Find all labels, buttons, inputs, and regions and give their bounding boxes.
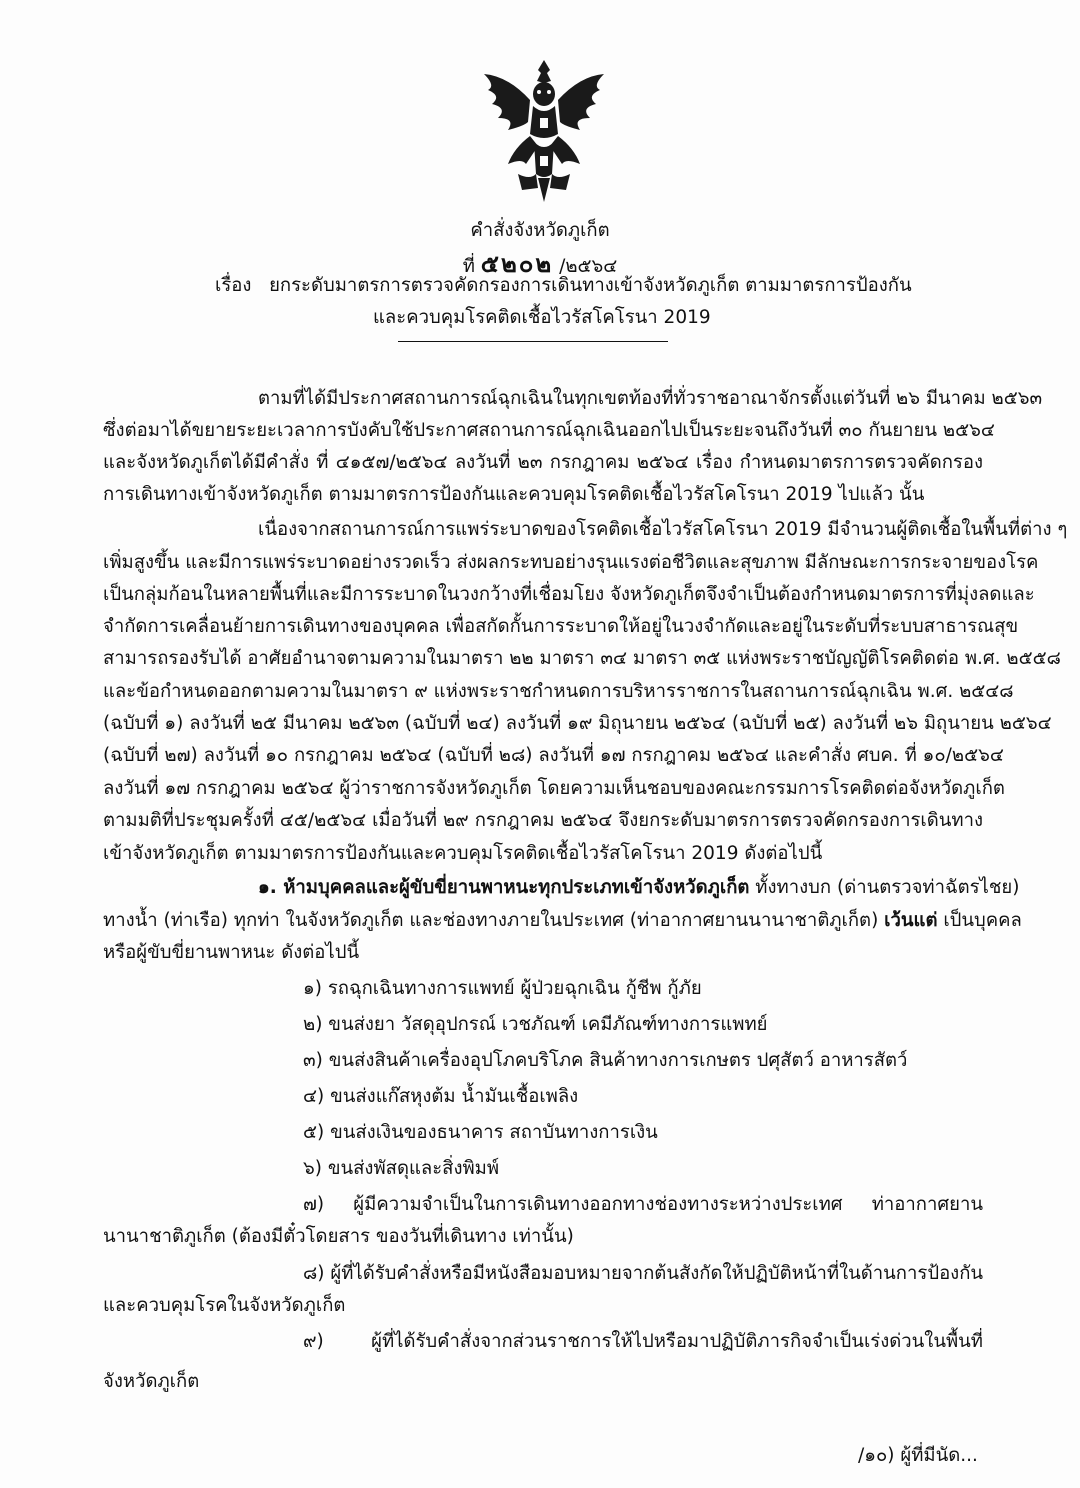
order-title: คำสั่งจังหวัดภูเก็ต bbox=[470, 220, 610, 241]
p1-line-4: การเดินทางเข้าจังหวัดภูเก็ต ตามมาตรการป้องกันและควบคุมโรคติดเชื้อไวรัสโคโรนา 2019 ไปแล้ว นั้น bbox=[103, 484, 925, 505]
subitem-8-line-1: ๘) ผู้ที่ได้รับคำสั่งหรือมีหนังสือมอบหมายจากต้นสังกัดให้ปฏิบัติหน้าที่ในด้านการป้องกัน bbox=[303, 1263, 984, 1284]
subitem-2: ๒) ขนส่งยา วัสดุอุปกรณ์ เวชภัณฑ์ เคมีภัณฑ์ทางการแพทย์ bbox=[303, 1014, 768, 1035]
item1-line2-a: ทางน้ำ (ท่าเรือ) ทุกท่า ในจังหวัดภูเก็ต และช่องทางภายในประเทศ (ท่าอากาศยานนานาชาติภูเก็ต) bbox=[103, 910, 885, 931]
item1-line-2 bbox=[103, 909, 1022, 933]
p2-line-7: (ฉบับที่ ๑) ลงวันที่ ๒๕ มีนาคม ๒๕๖๓ (ฉบับที่ ๒๔) ลงวันที่ ๑๙ มิถุนายน ๒๕๖๔ (ฉบับที่ ๒๕) ลงวันที่ ๒๖ มิถุนายน ๒๕๖๔ bbox=[103, 713, 1052, 734]
p2-line-9: ลงวันที่ ๑๗ กรกฎาคม ๒๕๖๔ ผู้ว่าราชการจังหวัดภูเก็ต โดยความเห็นชอบของคณะกรรมการโรคติดต่อจังหวัดภูเก็ต bbox=[103, 778, 1005, 799]
p2-line-11: เข้าจังหวัดภูเก็ต ตามมาตรการป้องกันและควบคุมโรคติดเชื้อไวรัสโคโรนา 2019 ดังต่อไปนี้ bbox=[103, 843, 823, 864]
subject-line-1 bbox=[215, 274, 912, 298]
subitem-6: ๖) ขนส่งพัสดุและสิ่งพิมพ์ bbox=[303, 1158, 500, 1179]
subitem-8-line-2: และควบคุมโรคในจังหวัดภูเก็ต bbox=[103, 1295, 346, 1316]
item1-line-3: หรือผู้ขับขี่ยานพาหนะ ดังต่อไปนี้ bbox=[103, 942, 360, 963]
p2-line-8: (ฉบับที่ ๒๗) ลงวันที่ ๑๐ กรกฎาคม ๒๕๖๔ (ฉบับที่ ๒๘) ลงวันที่ ๑๗ กรกฎาคม ๒๕๖๔ และคำสั่ง ศบค. ที่ ๑๐/๒๕๖๔ bbox=[103, 745, 1004, 766]
order-number-prefix: ที่ bbox=[462, 256, 475, 277]
p2-line-2: เพิ่มสูงขึ้น และมีการแพร่ระบาดอย่างรวดเร็ว ส่งผลกระทบอย่างรุนแรงต่อชีวิตและสุขภาพ มีลักษณะการกระจายของโรค bbox=[103, 552, 1039, 573]
subitem-1: ๑) รถฉุกเฉินทางการแพทย์ ผู้ป่วยฉุกเฉิน กู้ชีพ กู้ภัย bbox=[303, 978, 702, 999]
p2-line-6: และข้อกำหนดออกตามความในมาตรา ๙ แห่งพระราชกำหนดการบริหารราชการในสถานการณ์ฉุกเฉิน พ.ศ. ๒๕๔๘ bbox=[103, 681, 1014, 702]
garuda-emblem-icon bbox=[478, 56, 610, 206]
order-number-handwritten: ๕๒๐๒ bbox=[480, 249, 554, 278]
p2-line-10: ตามมติที่ประชุมครั้งที่ ๔๕/๒๕๖๔ เมื่อวันที่ ๒๙ กรกฎาคม ๒๕๖๔ จึงยกระดับมาตรการตรวจคัดกรองการเดินทาง bbox=[103, 810, 983, 831]
item1-lead-rest: ทั้งทางบก (ด่านตรวจท่าฉัตรไชย) bbox=[749, 877, 1020, 898]
p1-line-2: ซึ่งต่อมาได้ขยายระยะเวลาการบังคับใช้ประกาศสถานการณ์ฉุกเฉินออกไปเป็นระยะจนถึงวันที่ ๓๐ กันยายน ๒๕๖๔ bbox=[103, 420, 995, 441]
p2-line-5: สามารถรองรับได้ อาศัยอำนาจตามความในมาตรา ๒๒ มาตรา ๓๔ มาตรา ๓๕ แห่งพระราชบัญญัติโรคติดต่อ พ.ศ. ๒๕๕๘ bbox=[103, 648, 1061, 669]
p2-line-1: เนื่องจากสถานการณ์การแพร่ระบาดของโรคติดเชื้อไวรัสโคโรนา 2019 มีจำนวนผู้ติดเชื้อในพื้นที่ต่าง ๆ bbox=[258, 519, 1068, 540]
subject-text-1: ยกระดับมาตรการตรวจคัดกรองการเดินทางเข้าจังหวัดภูเก็ต ตามมาตรการป้องกัน bbox=[269, 275, 912, 296]
subitem-5: ๕) ขนส่งเงินของธนาคาร สถาบันทางการเงิน bbox=[303, 1122, 658, 1143]
subitem-9-line-2: จังหวัดภูเก็ต bbox=[103, 1371, 200, 1392]
item1-line-1 bbox=[258, 876, 1020, 900]
p1-line-3: และจังหวัดภูเก็ตได้มีคำสั่ง ที่ ๔๑๕๗/๒๕๖๔ ลงวันที่ ๒๓ กรกฎาคม ๒๕๖๔ เรื่อง กำหนดมาตรการตรวจคัดกรอง bbox=[103, 452, 983, 473]
p2-line-4: จำกัดการเคลื่อนย้ายการเดินทางของบุคคล เพื่อสกัดกั้นการระบาดให้อยู่ในวงจำกัดและอยู่ในระดับที่ระบบสาธารณสุข bbox=[103, 616, 1019, 637]
p1-line-1: ตามที่ได้มีประกาศสถานการณ์ฉุกเฉินในทุกเขตท้องที่ทั่วราชอาณาจักรตั้งแต่วันที่ ๒๖ มีนาคม ๒๕๖๓ bbox=[258, 388, 1043, 409]
item1-line2-b: เป็นบุคคล bbox=[937, 910, 1022, 931]
subitem-7-line-2: นานาชาติภูเก็ต (ต้องมีตั๋วโดยสาร ของวันที่เดินทาง เท่านั้น) bbox=[103, 1226, 574, 1247]
item1-except: เว้นแต่ bbox=[884, 910, 938, 931]
p2-line-3: เป็นกลุ่มก้อนในหลายพื้นที่และมีการระบาดในวงกว้างที่เชื่อมโยง จังหวัดภูเก็ตจึงจำเป็นต้องกำหนดมาตรการที่มุ่งลดและ bbox=[103, 584, 1035, 605]
subitem-9-line-1: ๙) ผู้ที่ได้รับคำสั่งจากส่วนราชการให้ไปหรือมาปฏิบัติภารกิจจำเป็นเร่งด่วนในพื้นที่ bbox=[303, 1331, 983, 1352]
item1-lead-bold: ๑. ห้ามบุคคลและผู้ขับขี่ยานพาหนะทุกประเภทเข้าจังหวัดภูเก็ต bbox=[258, 877, 750, 898]
subject-underline bbox=[398, 341, 668, 342]
subitem-7-line-1: ๗) ผู้มีความจำเป็นในการเดินทางออกทางช่องทางระหว่างประเทศ ท่าอากาศยาน bbox=[303, 1194, 983, 1215]
subject-label: เรื่อง bbox=[215, 275, 252, 296]
order-number-suffix: /๒๕๖๔ bbox=[559, 256, 618, 277]
subitem-4: ๔) ขนส่งแก๊สหุงต้ม น้ำมันเชื้อเพลิง bbox=[303, 1086, 579, 1107]
continuation-note: /๑๐) ผู้ที่มีนัด... bbox=[858, 1445, 978, 1466]
subitem-3: ๓) ขนส่งสินค้าเครื่องอุปโภคบริโภค สินค้าทางการเกษตร ปศุสัตว์ อาหารสัตว์ bbox=[303, 1050, 908, 1071]
subject-line-2: และควบคุมโรคติดเชื้อไวรัสโคโรนา 2019 bbox=[373, 307, 711, 328]
